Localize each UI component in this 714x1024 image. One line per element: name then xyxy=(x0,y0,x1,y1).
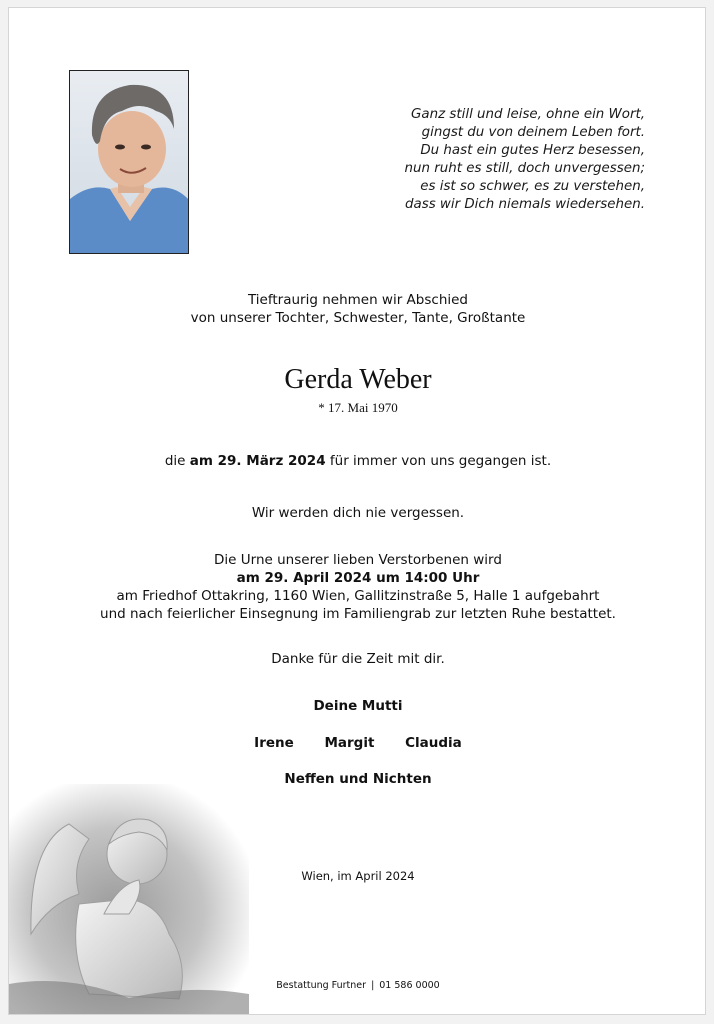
signature-relatives: Neffen und Nichten xyxy=(284,771,432,787)
poem-line: gingst du von deinem Leben fort. xyxy=(421,125,645,140)
funeral-company: Bestattung Furtner xyxy=(276,980,367,991)
funeral-date: am 29. April 2024 um 14:00 Uhr xyxy=(236,570,480,586)
funeral-line: Die Urne unserer lieben Verstorbenen wird xyxy=(214,552,502,568)
passing-suffix: für immer von uns gegangen ist. xyxy=(325,453,552,469)
footer xyxy=(9,980,706,991)
funeral-info xyxy=(9,551,706,623)
poem-line: es ist so schwer, es zu verstehen, xyxy=(420,179,645,194)
thanks-text: Danke für die Zeit mit dir. xyxy=(271,651,445,667)
signature-siblings xyxy=(9,735,706,751)
poem-line: dass wir Dich niemals wiedersehen. xyxy=(405,197,645,212)
signature-mother: Deine Mutti xyxy=(313,698,403,714)
intro-line: Tieftraurig nehmen wir Abschied xyxy=(247,292,469,308)
poem-line: nun ruht es still, doch unvergessen; xyxy=(404,161,645,176)
deceased-name: Gerda Weber xyxy=(284,364,432,395)
funeral-line: am Friedhof Ottakring, 1160 Wien, Gallitzinstraße 5, Halle 1 aufgebahrt xyxy=(116,588,600,604)
passing-prefix: die xyxy=(164,453,190,469)
never-forget-text: Wir werden dich nie vergessen. xyxy=(251,505,465,521)
footer-separator: | xyxy=(371,980,375,991)
sibling-name: Margit xyxy=(324,735,375,751)
poem-line: Ganz still und leise, ohne ein Wort, xyxy=(411,107,645,122)
passing-date: am 29. März 2024 xyxy=(189,453,326,469)
sibling-name: Irene xyxy=(254,735,294,751)
phone-number: 01 586 0000 xyxy=(379,980,440,991)
birth-date: * 17. Mai 1970 xyxy=(318,400,398,415)
place-date: Wien, im April 2024 xyxy=(301,869,415,883)
obituary-card xyxy=(8,7,706,1015)
funeral-line: und nach feierlicher Einsegnung im Familiengrab zur letzten Ruhe bestattet. xyxy=(100,606,616,622)
portrait-photo xyxy=(69,70,189,254)
sibling-name: Claudia xyxy=(405,735,462,751)
passing-text xyxy=(9,453,706,469)
intro-text xyxy=(9,291,706,327)
intro-line: von unserer Tochter, Schwester, Tante, Großtante xyxy=(190,310,526,326)
poem-line: Du hast ein gutes Herz besessen, xyxy=(420,143,645,158)
poem xyxy=(305,106,645,214)
